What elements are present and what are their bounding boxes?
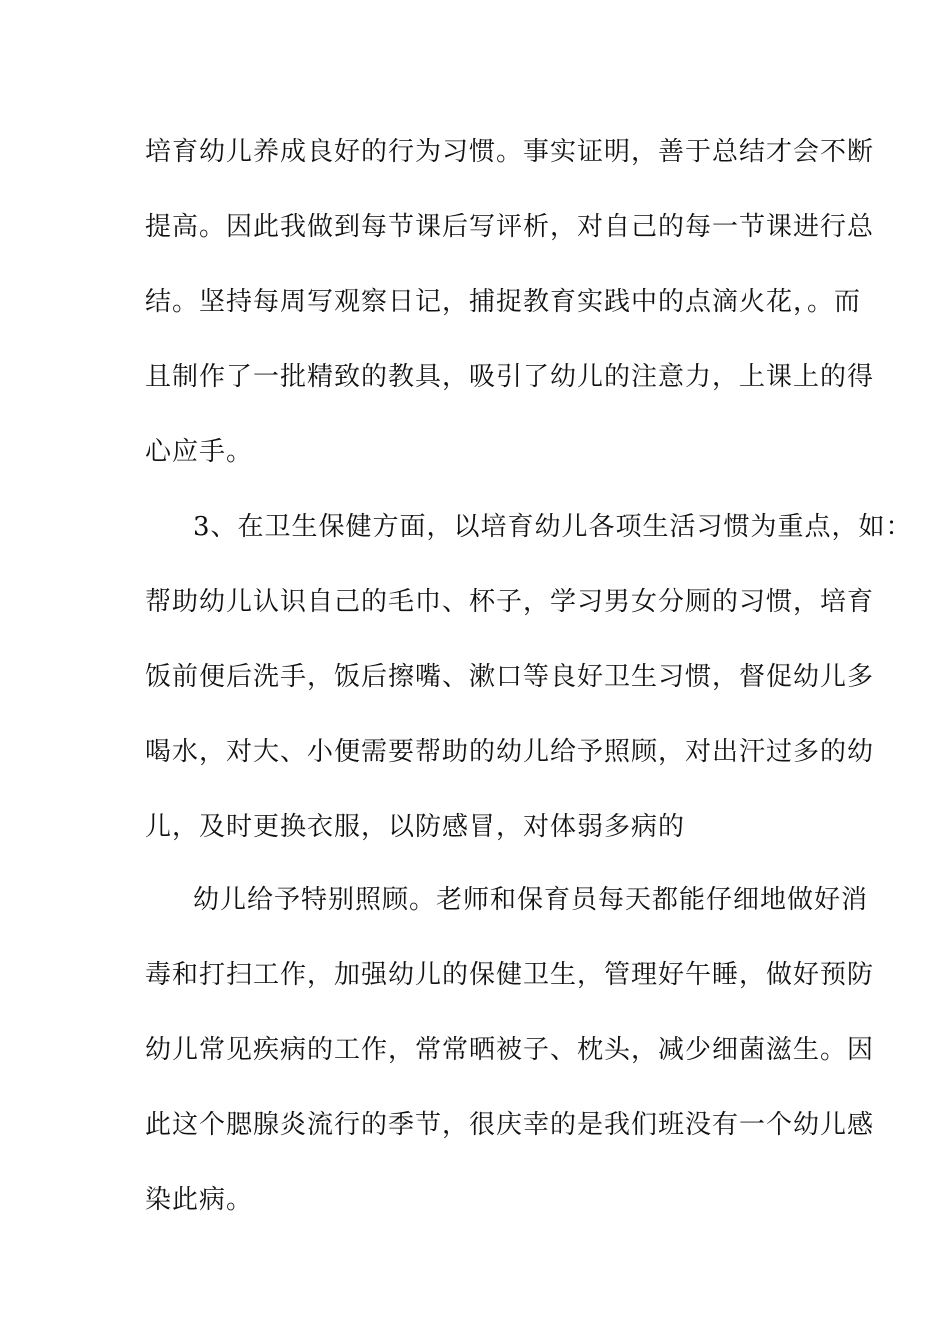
text-line: 培育幼儿养成良好的行为习惯。事实证明，善于总结才会不断 — [145, 137, 875, 167]
text-line: 幼儿给予特别照顾。老师和保育员每天都能仔细地做好消 — [193, 885, 869, 915]
text-line: 3、在卫生保健方面，以培育幼儿各项生活习惯为重点，如： — [193, 512, 913, 542]
text-line: 喝水，对大、小便需要帮助的幼儿给予照顾，对出汗过多的幼 — [145, 737, 875, 767]
text-line: 心应手。 — [145, 437, 254, 467]
text-line: 饭前便后洗手，饭后擦嘴、漱口等良好卫生习惯，督促幼儿多 — [145, 662, 875, 692]
text-line: 染此病。 — [145, 1185, 254, 1215]
text-line: 毒和打扫工作，加强幼儿的保健卫生，管理好午睡，做好预防 — [145, 960, 875, 990]
text-line: 提高。因此我做到每节课后写评析，对自己的每一节课进行总 — [145, 212, 875, 242]
text-line: 此这个腮腺炎流行的季节，很庆幸的是我们班没有一个幼儿感 — [145, 1110, 875, 1140]
text-line: 结。坚持每周写观察日记，捕捉教育实践中的点滴火花，。而 — [145, 287, 862, 317]
text-line: 帮助幼儿认识自己的毛巾、杯子，学习男女分厕的习惯，培育 — [145, 587, 875, 617]
text-line: 且制作了一批精致的教具，吸引了幼儿的注意力，上课上的得 — [145, 362, 875, 392]
text-line: 幼儿常见疾病的工作，常常晒被子、枕头，减少细菌滋生。因 — [145, 1035, 875, 1065]
text-line: 儿，及时更换衣服，以防感冒，对体弱多病的 — [145, 812, 686, 842]
